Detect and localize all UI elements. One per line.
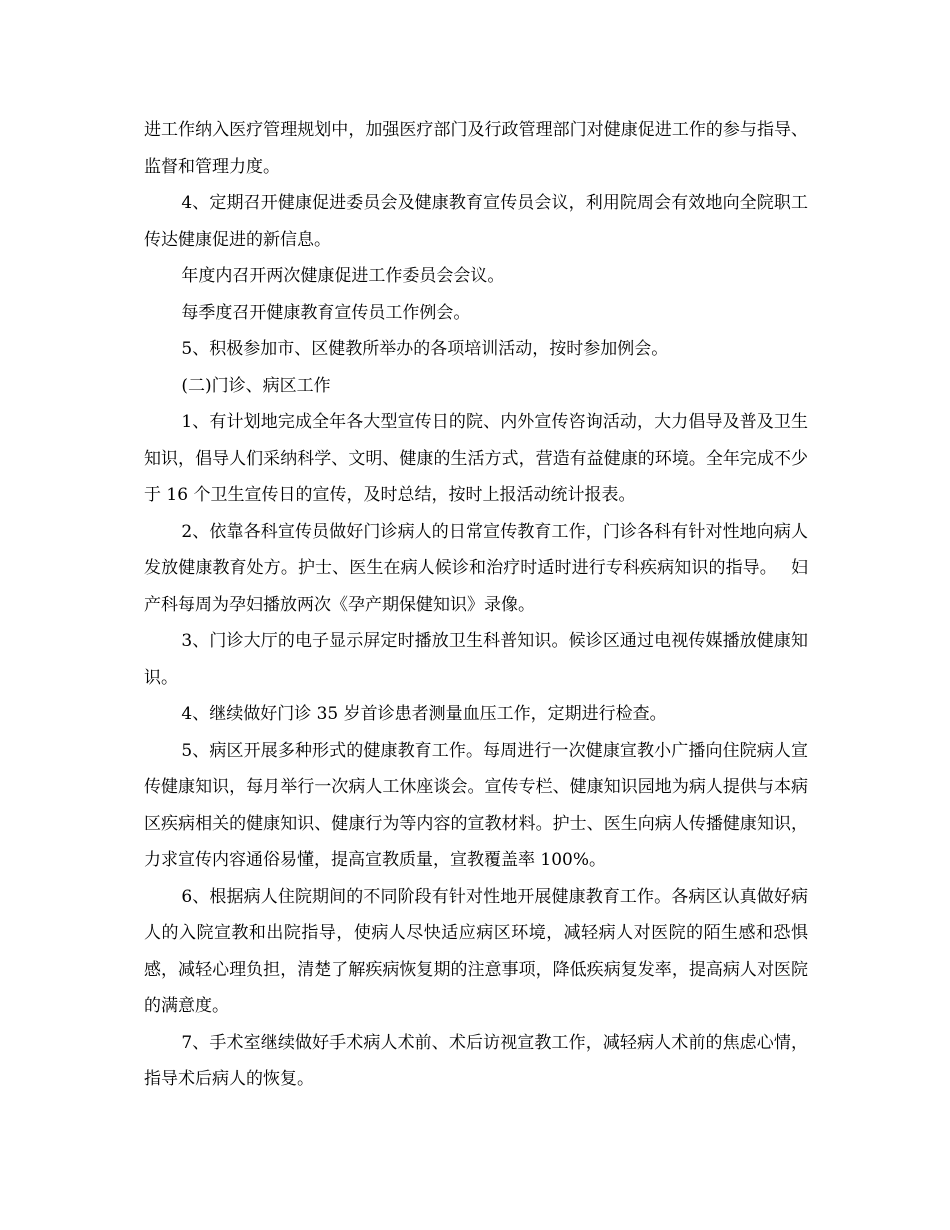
paragraph-annual-meeting: 年度内召开两次健康促进工作委员会会议。: [181, 266, 505, 286]
document-body: [144, 112, 808, 1098]
paragraph-outpatient-4: 4、继续做好门诊 35 岁首诊患者测量血压工作，定期进行检查。: [181, 704, 667, 724]
section-heading-outpatient: (二)门诊、病区工作: [181, 375, 331, 396]
paragraph-outpatient-2: 2、依靠各科宣传员做好门诊病人的日常宣传教育工作，门诊各科有针对性地向病人发放健康教育处方。护士、医生在病人候诊和治疗时适时进行专科疾病知识的指导。 妇产科每周为孕妇播放两次《孕产期保健知识》录像。: [144, 521, 808, 615]
paragraph-quarterly-meeting: 每季度召开健康教育宣传员工作例会。: [181, 302, 471, 323]
paragraph-outpatient-7: 7、手术室继续做好手术病人术前、术后访视宣教工作，减轻病人术前的焦虑心情，指导术后病人的恢复。: [144, 1032, 808, 1089]
paragraph-outpatient-6: 6、根据病人住院期间的不同阶段有针对性地开展健康教育工作。各病区认真做好病人的入院宣教和出院指导，使病人尽快适应病区环境，减轻病人对医院的陌生感和恐惧感，减轻心理负担，清楚了解疾病恢复期的注意事项，降低疾病复发率，提高病人对医院的满意度。: [144, 886, 808, 1016]
paragraph-outpatient-3: 3、门诊大厅的电子显示屏定时播放卫生科普知识。候诊区通过电视传媒播放健康知识。: [144, 631, 808, 688]
paragraph-outpatient-5: 5、病区开展多种形式的健康教育工作。每周进行一次健康宣教小广播向住院病人宣传健康知识，每月举行一次病人工休座谈会。宣传专栏、健康知识园地为病人提供与本病区疾病相关的健康知识、健康行为等内容的宣教材料。护士、医生向病人传播健康知识，力求宣传内容通俗易懂，提高宣教质量，宣教覆盖率 100%。: [144, 740, 808, 870]
paragraph-item-4: 4、定期召开健康促进委员会及健康教育宣传员会议，利用院周会有效地向全院职工传达健康促进的新信息。: [144, 193, 808, 250]
paragraph-item-5: 5、积极参加市、区健教所举办的各项培训活动，按时参加例会。: [181, 339, 669, 359]
paragraph-outpatient-1: 1、有计划地完成全年各大型宣传日的院、内外宣传咨询活动，大力倡导及普及卫生知识，倡导人们采纳科学、文明、健康的生活方式，营造有益健康的环境。全年完成不少于 16 个卫生宣传日的宣传，及时总结，按时上报活动统计报表。: [144, 412, 808, 505]
paragraph-continuation: 进工作纳入医疗管理规划中，加强医疗部门及行政管理部门对健康促进工作的参与指导、监督和管理力度。: [144, 120, 808, 177]
